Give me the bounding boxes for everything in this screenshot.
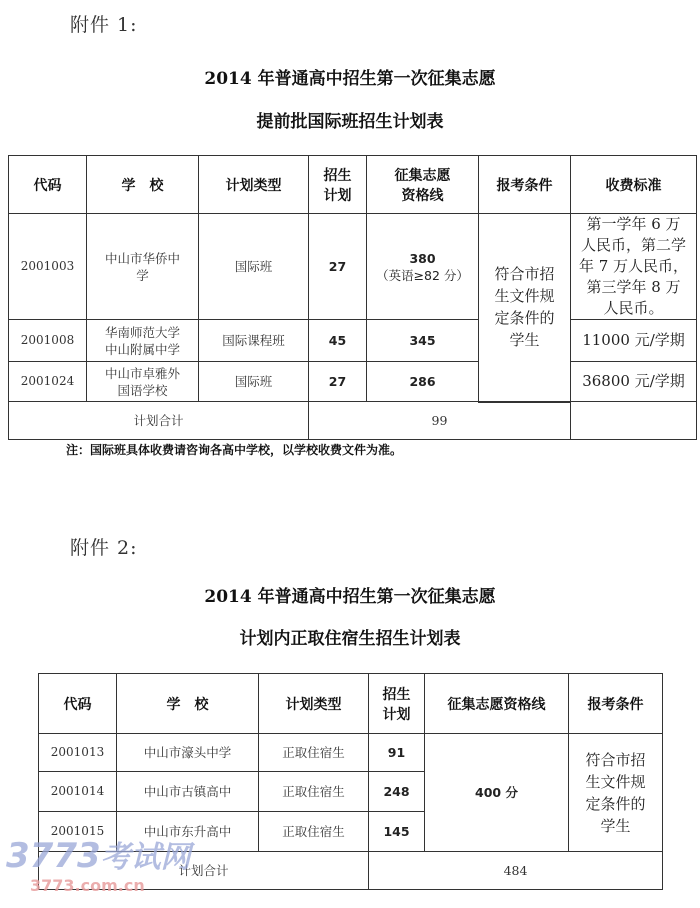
- row-plan-type: 国际课程班: [199, 320, 309, 362]
- table-row: [9, 214, 697, 320]
- fee-line: 年 7 万人民币，: [578, 257, 689, 275]
- fee-line: 第三学年 8 万: [586, 278, 681, 296]
- fee-note: 注：国际班具体收费请咨询各高中学校，以学校收费文件为准。: [66, 443, 403, 457]
- row-fee: 11000 元/学期: [571, 320, 697, 362]
- row-qualification-line: 400 分: [425, 734, 569, 852]
- row-school: 中山市古镇高中: [117, 772, 259, 812]
- header-plan-type: 计划类型: [199, 156, 309, 214]
- condition-line: 生文件规: [494, 287, 555, 306]
- school-line2: 国语学校: [117, 382, 168, 398]
- condition-line: 生文件规: [585, 772, 646, 791]
- header-school: 学 校: [87, 156, 199, 214]
- watermark-digits: 3773: [6, 836, 101, 876]
- attachment-2-label: 附件 2:: [70, 537, 138, 559]
- table-row: [9, 362, 697, 402]
- row-quota: 27: [309, 214, 367, 320]
- table-header-row: [39, 674, 663, 734]
- row-condition: [479, 214, 571, 402]
- attachment-1-title-line2: 提前批国际班招生计划表: [256, 112, 444, 132]
- attachment-2-title-line2: 计划内正取住宿生招生计划表: [239, 629, 461, 649]
- row-plan-type: 国际班: [199, 362, 309, 402]
- line-english-requirement: （英语≥82 分）: [376, 267, 469, 283]
- row-plan-type: 正取住宿生: [259, 772, 369, 812]
- watermark-logo: [6, 838, 191, 876]
- international-class-plan-table: [8, 155, 697, 440]
- attachment-1-title-line1: 2014 年普通高中招生第一次征集志愿: [204, 69, 496, 89]
- row-qualification-line: 345: [367, 320, 479, 362]
- row-quota: 248: [369, 772, 425, 812]
- row-plan-type: 正取住宿生: [259, 734, 369, 772]
- header-quota-line2: 计划: [382, 706, 411, 723]
- row-quota: 145: [369, 812, 425, 852]
- attachment-2-title-line1: 2014 年普通高中招生第一次征集志愿: [204, 587, 496, 607]
- header-line-line1: 征集志愿: [394, 167, 451, 184]
- row-school: [87, 214, 199, 320]
- header-qualification-line: [367, 156, 479, 214]
- header-quota-line1: 招生: [323, 167, 352, 184]
- watermark-url: 3773.com.cn: [30, 876, 145, 895]
- row-fee: [571, 214, 697, 320]
- row-plan-type: 正取住宿生: [259, 812, 369, 852]
- header-quota-line2: 计划: [323, 187, 352, 204]
- school-line1: 中山市卓雅外: [104, 365, 180, 381]
- school-line1: 华南师范大学: [104, 324, 180, 340]
- header-code: 代码: [9, 156, 87, 214]
- condition-line: 学生: [600, 816, 631, 835]
- table-header-row: [9, 156, 697, 214]
- row-condition: [569, 734, 663, 852]
- school-line2: 学: [136, 267, 149, 283]
- row-qualification-line: [367, 214, 479, 320]
- header-line-line2: 资格线: [401, 187, 444, 204]
- row-quota: 45: [309, 320, 367, 362]
- condition-line: 定条件的: [585, 794, 646, 813]
- attachment-1-label: 附件 1:: [70, 14, 138, 36]
- header-quota-line1: 招生: [382, 686, 411, 703]
- row-code: 2001014: [39, 772, 117, 812]
- row-code: 2001024: [9, 362, 87, 402]
- line-score: 380: [409, 250, 436, 266]
- header-fee: 收费标准: [571, 156, 697, 214]
- header-plan-type: 计划类型: [259, 674, 369, 734]
- header-code: 代码: [39, 674, 117, 734]
- fee-line: 人民币，第二学: [580, 236, 686, 254]
- row-fee: 36800 元/学期: [571, 362, 697, 402]
- fee-line: 第一学年 6 万: [586, 215, 681, 233]
- row-school: [87, 362, 199, 402]
- header-qualification-line: 征集志愿资格线: [425, 674, 569, 734]
- header-school: 学 校: [117, 674, 259, 734]
- condition-line: 符合市招: [585, 750, 646, 769]
- condition-line: 学生: [509, 331, 540, 350]
- total-empty-cell: [571, 402, 697, 440]
- row-code: 2001013: [39, 734, 117, 772]
- total-value: 99: [309, 402, 571, 440]
- row-school: 中山市濠头中学: [117, 734, 259, 772]
- row-quota: 27: [309, 362, 367, 402]
- row-quota: 91: [369, 734, 425, 772]
- table-row: [39, 734, 663, 772]
- row-plan-type: 国际班: [199, 214, 309, 320]
- school-line2: 中山附属中学: [104, 341, 180, 357]
- row-school: 中山市东升高中: [117, 812, 259, 852]
- header-quota: [369, 674, 425, 734]
- row-code: 2001008: [9, 320, 87, 362]
- condition-line: 符合市招: [494, 265, 555, 284]
- header-quota: [309, 156, 367, 214]
- condition-line: 定条件的: [494, 309, 555, 328]
- total-value: 484: [369, 852, 663, 890]
- row-code: 2001003: [9, 214, 87, 320]
- row-qualification-line: 286: [367, 362, 479, 402]
- watermark-brand-text: 考试网: [100, 840, 191, 875]
- table-row: [9, 320, 697, 362]
- header-condition: 报考条件: [479, 156, 571, 214]
- fee-line: 人民币。: [603, 299, 664, 317]
- row-code: 2001015: [39, 812, 117, 852]
- row-school: [87, 320, 199, 362]
- total-label: 计划合计: [39, 852, 369, 890]
- header-condition: 报考条件: [569, 674, 663, 734]
- total-label: 计划合计: [9, 402, 309, 440]
- table-total-row: [9, 402, 697, 440]
- school-line1: 中山市华侨中: [104, 250, 180, 266]
